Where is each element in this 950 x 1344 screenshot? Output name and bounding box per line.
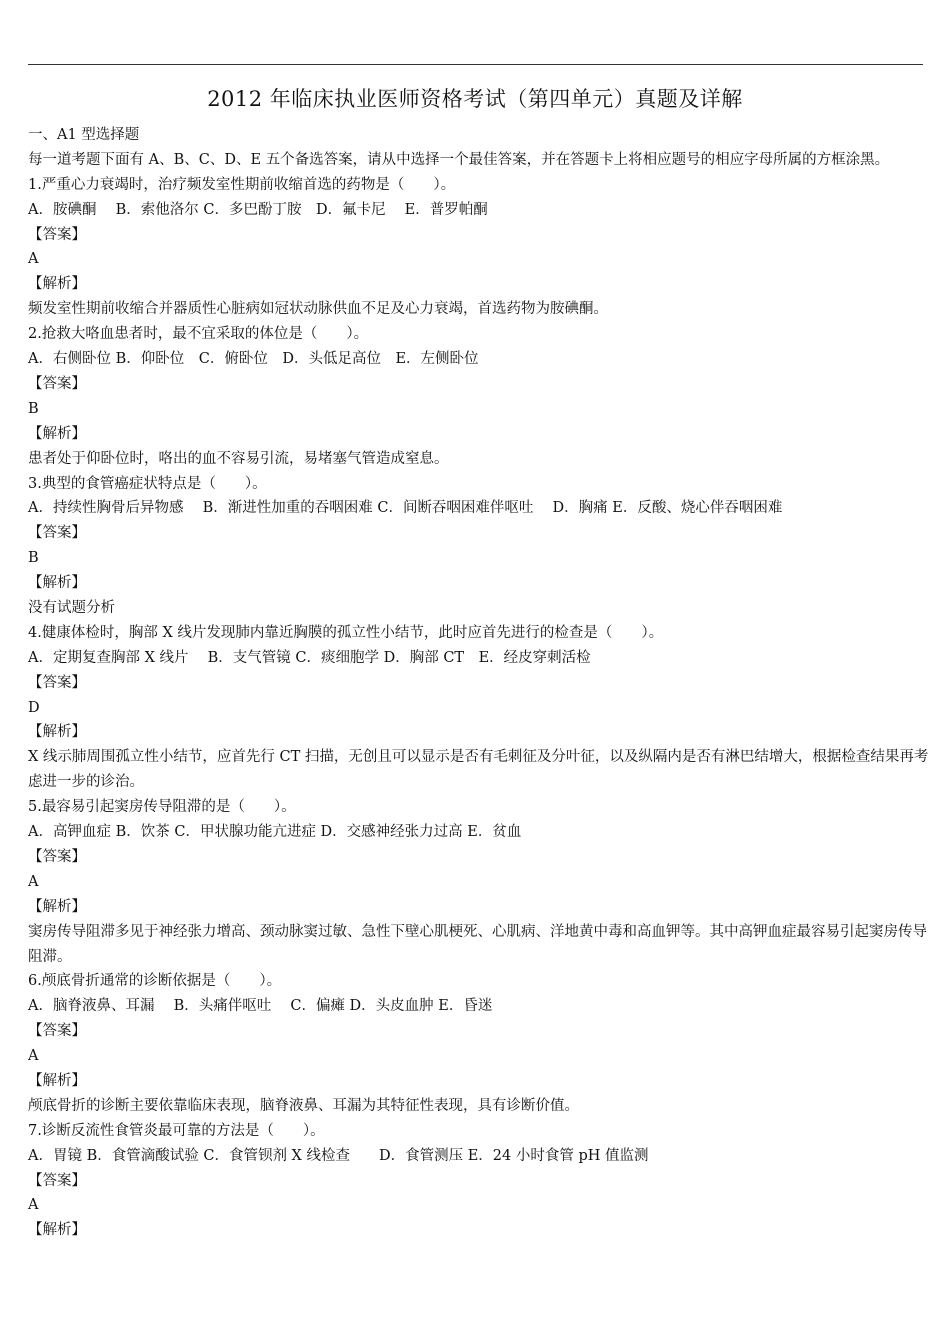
- explanation-text: 没有试题分析: [28, 599, 115, 616]
- answer-label: 【答案】: [28, 375, 86, 392]
- question-options: A．定期复查胸部 X 线片 B．支气管镜 C．痰细胞学 D．胸部 CT E．经皮穿刺活检: [28, 649, 591, 666]
- answer-value: A: [28, 1197, 39, 1214]
- header-rule: [28, 64, 923, 65]
- question-options: A．持续性胸骨后异物感 B．渐进性加重的吞咽困难 C．间断吞咽困难伴呕吐 D．胸痛 E．反酸、烧心伴吞咽困难: [28, 500, 783, 517]
- answer-label: 【答案】: [28, 1172, 86, 1189]
- question-options: A．高钾血症 B．饮茶 C．甲状腺功能亢进症 D．交感神经张力过高 E．贫血: [28, 824, 522, 841]
- question-stem: 1.严重心力衰竭时，治疗频发室性期前收缩首选的药物是（ ）。: [28, 176, 456, 193]
- explanation-label: 【解析】: [28, 1222, 86, 1239]
- answer-label: 【答案】: [28, 226, 86, 243]
- explanation-text: 患者处于仰卧位时，咯出的血不容易引流，易堵塞气管造成窒息。: [28, 450, 449, 467]
- instructions: 每一道考题下面有 A、B、C、D、E 五个备选答案，请从中选择一个最佳答案，并在答题卡上将相应题号的相应字母所属的方框涂黑。: [28, 151, 890, 168]
- explanation-text: 颅底骨折的诊断主要依靠临床表现，脑脊液鼻、耳漏为其特征性表现，具有诊断价值。: [28, 1097, 579, 1114]
- explanation-label: 【解析】: [28, 425, 86, 442]
- question-options: A．右侧卧位 B．仰卧位 C．俯卧位 D．头低足高位 E．左侧卧位: [28, 351, 479, 368]
- answer-value: B: [28, 550, 39, 567]
- question-stem: 2.抢救大咯血患者时，最不宜采取的体位是（ ）。: [28, 326, 369, 343]
- answer-label: 【答案】: [28, 1023, 86, 1040]
- question-stem: 7.诊断反流性食管炎最可靠的方法是（ ）。: [28, 1122, 325, 1139]
- question-stem: 3.典型的食管癌症状特点是（ ）。: [28, 475, 267, 492]
- question-stem: 6.颅底骨折通常的诊断依据是（ ）。: [28, 973, 282, 990]
- explanation-text: 频发室性期前收缩合并器质性心脏病如冠状动脉供血不足及心力衰竭，首选药物为胺碘酮。: [28, 301, 608, 318]
- section-heading: 一、A1 型选择题: [28, 127, 140, 143]
- explanation-label: 【解析】: [28, 575, 86, 592]
- answer-value: D: [28, 699, 40, 716]
- question-stem: 4.健康体检时，胸部 X 线片发现肺内靠近胸膜的孤立性小结节，此时应首先进行的检查是（ ）。: [28, 624, 664, 641]
- explanation-text: 窦房传导阻滞多见于神经张力增高、颈动脉窦过敏、急性下壁心肌梗死、心肌病、洋地黄中毒和高血钾等。其中高钾血症最容易引起窦房传导阻滞。: [28, 923, 927, 965]
- question-options: A．脑脊液鼻、耳漏 B．头痛伴呕吐 C．偏瘫 D．头皮血肿 E．昏迷: [28, 998, 493, 1015]
- question-stem: 5.最容易引起窦房传导阻滞的是（ ）。: [28, 799, 296, 816]
- document-body: [28, 123, 933, 1243]
- answer-value: B: [28, 400, 39, 417]
- answer-label: 【答案】: [28, 674, 86, 691]
- explanation-label: 【解析】: [28, 276, 86, 293]
- answer-value: A: [28, 873, 39, 890]
- explanation-text: X 线示肺周围孤立性小结节，应首先行 CT 扫描，无创且可以显示是否有毛刺征及分叶征，以及纵隔内是否有淋巴结增大，根据检查结果再考虑进一步的诊治。: [28, 749, 929, 791]
- answer-value: A: [28, 1048, 39, 1065]
- question-options: A．胃镜 B．食管滴酸试验 C．食管钡剂 X 线检查 D．食管测压 E．24 小时食管 pH 值监测: [28, 1147, 649, 1164]
- answer-label: 【答案】: [28, 525, 86, 542]
- answer-label: 【答案】: [28, 848, 86, 865]
- page-title: 2012 年临床执业医师资格考试（第四单元）真题及详解: [207, 87, 743, 111]
- question-options: A．胺碘酮 B．索他洛尔 C．多巴酚丁胺 D．氟卡尼 E．普罗帕酮: [28, 201, 488, 218]
- answer-value: A: [28, 251, 39, 268]
- explanation-label: 【解析】: [28, 1072, 86, 1089]
- explanation-label: 【解析】: [28, 724, 86, 741]
- explanation-label: 【解析】: [28, 898, 86, 915]
